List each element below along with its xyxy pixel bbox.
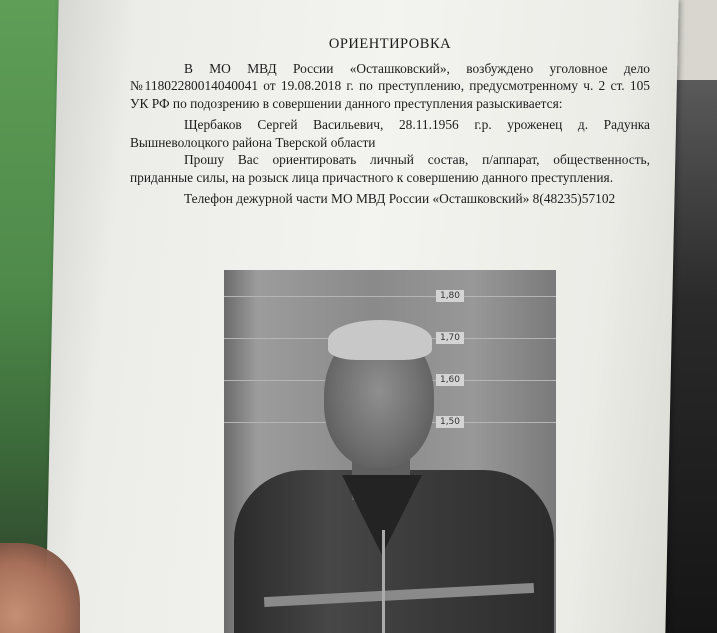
case-paragraph: В МО МВД России «Осташковский», возбуждено уголовное дело №11802280014040041 от 19.08.2018 г. по преступлению, предусмотренному ч. 2 ст. 105 УК РФ по подозрению в совершении данного преступления разыскивается:: [130, 60, 650, 111]
phone-paragraph: Телефон дежурной части МО МВД России «Осташковский» 8(48235)57102: [184, 191, 616, 206]
wanted-notice: [130, 30, 650, 208]
height-mark-160: 1,60: [436, 374, 464, 386]
suspect-paragraph: Щербаков Сергей Васильевич, 28.11.1956 г.р. уроженец д. Радунка Вышневолоцкого района Тверской области: [130, 117, 650, 150]
height-mark-170: 1,70: [436, 332, 464, 344]
request-paragraph: Прошу Вас ориентировать личный состав, п/аппарат, общественность, приданные силы, на розыск лица причастного к совершению данного преступления.: [130, 152, 650, 185]
suspect-hair: [328, 320, 432, 360]
notice-title: ОРИЕНТИРОВКА: [328, 36, 452, 52]
height-mark-180: 1,80: [436, 290, 464, 302]
suspect-photo: [224, 270, 556, 633]
height-mark-150: 1,50: [436, 416, 464, 428]
